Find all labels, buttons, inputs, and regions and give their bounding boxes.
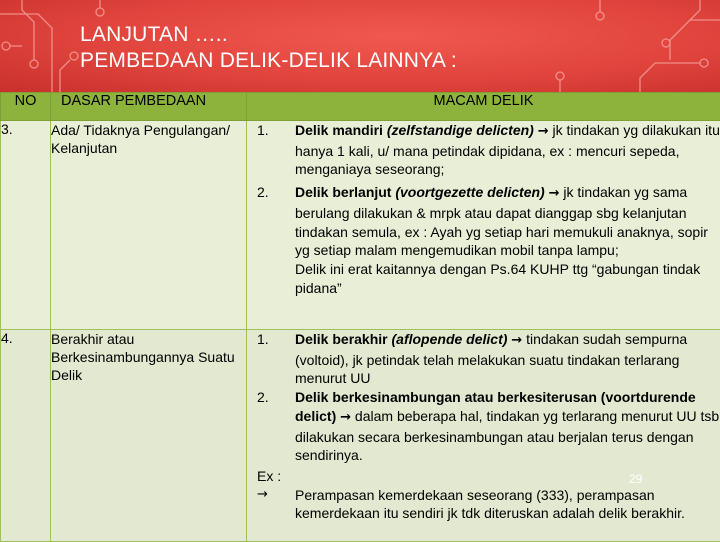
table-row xyxy=(1,330,720,542)
row-macam xyxy=(247,121,720,330)
title-banner xyxy=(0,0,720,92)
item-term: Delik berakhir xyxy=(295,331,388,347)
item-description: jk tindakan yg sama berulang dilakukan & mrpk atau dapat dianggap sbg kelanjutan tindakan semula, ex : Ayah yg setiap hari memukuli anaknya, sopir yg setiap malam mengemudikan mobil tanpa lampu; xyxy=(295,184,708,258)
item-description: jk tindakan yg dilakukan itu hanya 1 kali, u/ mana petindak dipidana, ex : mencuri sepeda, menganiaya seseorang; xyxy=(295,122,720,177)
arrow-right-icon: → xyxy=(538,124,549,139)
row-dasar: Berakhir atau Berkesinambungannya Suatu Delik xyxy=(51,330,247,542)
item-number: 1. xyxy=(247,330,295,388)
delik-table xyxy=(0,92,720,542)
arrow-right-icon: → xyxy=(511,333,522,348)
item-note: Delik ini erat kaitannya dengan Ps.64 KUHP ttg “gabungan tindak pidana” xyxy=(247,260,720,297)
slide-title xyxy=(80,22,457,74)
item-number: 1. xyxy=(247,121,295,179)
arrow-right-icon: → xyxy=(549,186,560,201)
row-number: 3. xyxy=(1,121,51,330)
table-row xyxy=(1,121,720,330)
item-number: 2. xyxy=(247,388,295,465)
item-term: Delik berlanjut xyxy=(295,184,391,200)
example-text: Perampasan kemerdekaan seseorang (333), perampasan kemerdekaan itu sendiri jk tdk diteruskan adalah delik berakhir. xyxy=(295,486,720,523)
example-item xyxy=(247,486,720,523)
row-macam xyxy=(247,330,720,542)
item-term-latin: (voortgezette delicten) xyxy=(395,184,544,200)
page-number: 29 xyxy=(629,472,642,486)
arrow-right-icon: → xyxy=(340,410,351,425)
header-dasar-pembedaan: DASAR PEMBEDAAN xyxy=(51,93,247,121)
item-term-latin: (zelfstandige delicten) xyxy=(387,122,534,138)
item-number: 2. xyxy=(247,183,295,260)
item-text xyxy=(295,388,720,465)
item-text xyxy=(295,121,720,179)
item-description: tindakan sudah sempurna (voltoid), jk petindak telah melakukan suatu tindakan terlarang menurut UU xyxy=(295,331,687,386)
item-term: Delik mandiri xyxy=(295,122,383,138)
row-number: 4. xyxy=(1,330,51,542)
example-label: Ex : xyxy=(247,467,295,486)
item-term-latin: (aflopende delict) xyxy=(392,331,508,347)
list-item xyxy=(247,330,720,388)
table-header-row xyxy=(1,93,720,121)
title-line-1: LANJUTAN ….. xyxy=(80,22,457,48)
item-description: dalam beberapa hal, tindakan yg terlarang menurut UU tsb dilakukan secara berkesinambungan atau berjalan terus dengan sendirinya. xyxy=(295,408,719,463)
arrow-right-icon: → xyxy=(247,486,295,523)
list-item xyxy=(247,388,720,465)
header-macam-delik: MACAM DELIK xyxy=(247,93,720,121)
item-text xyxy=(295,330,720,388)
item-term: Delik berkesinambungan atau berkesiterusan (voortdurende delict) xyxy=(295,389,696,424)
list-item xyxy=(247,121,720,179)
title-line-2: PEMBEDAAN DELIK-DELIK LAINNYA : xyxy=(80,48,457,74)
example-label-row xyxy=(247,467,720,486)
list-item xyxy=(247,183,720,260)
item-text xyxy=(295,183,720,260)
header-no: NO xyxy=(1,93,51,121)
row-dasar: Ada/ Tidaknya Pengulangan/ Kelanjutan xyxy=(51,121,247,330)
